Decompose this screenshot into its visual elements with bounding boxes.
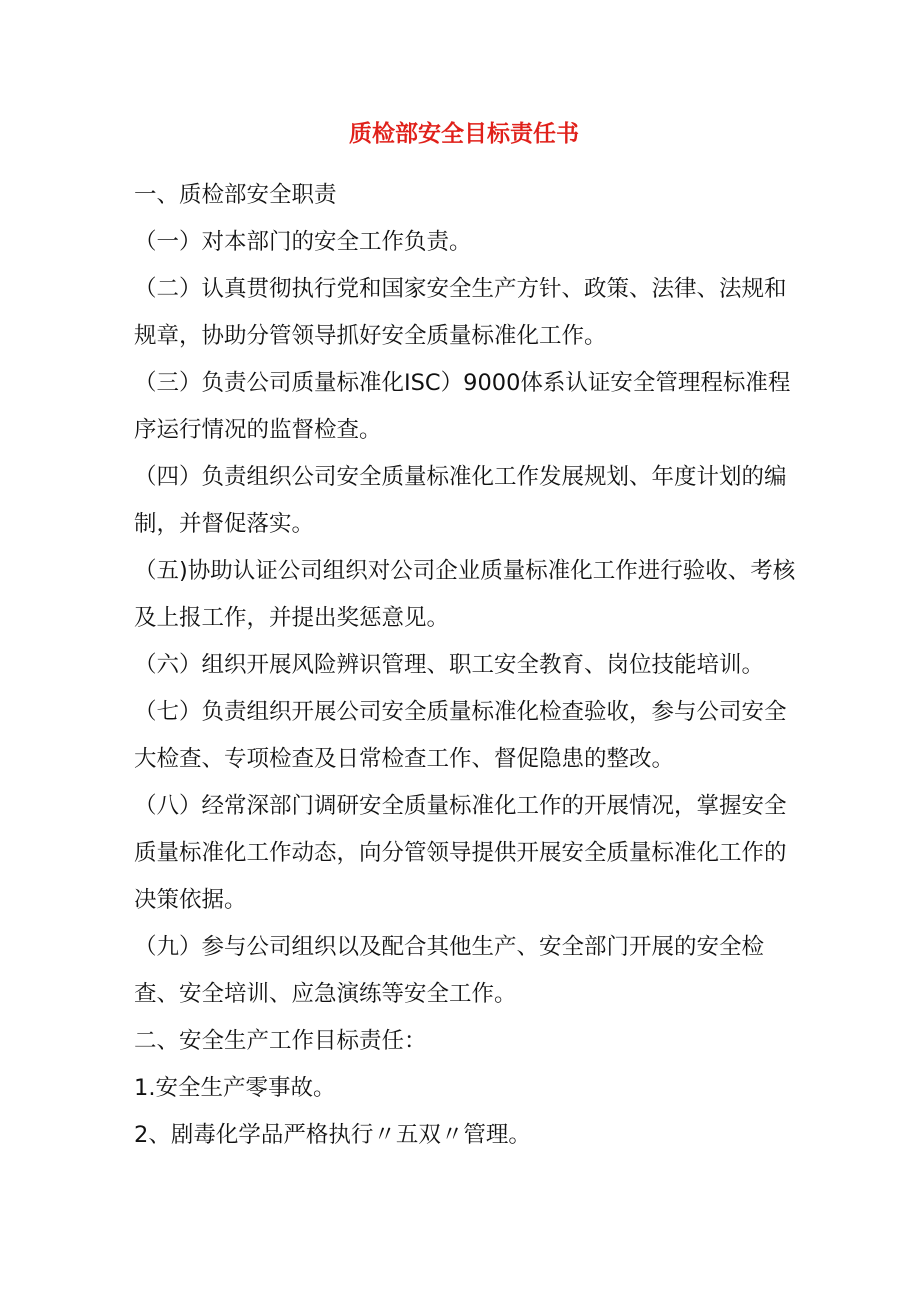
duty-item-1: （一）对本部门的安全工作负责。 xyxy=(134,229,472,255)
duty-item-8: （八）经常深部门调研安全质量标准化工作的开展情况，掌握安全质量标准化工作动态，向分管领导提供开展安全质量标准化工作的决策依据。 xyxy=(134,793,787,913)
duty-item-2: （二）认真贯彻执行党和国家安全生产方针、政策、法律、法规和规章，协助分管领导抓好安全质量标准化工作。 xyxy=(134,276,787,349)
duty-item-6: （六）组织开展风险辨识管理、职工安全教育、岗位技能培训。 xyxy=(134,652,765,678)
goal-item-2: 2、剧毒化学品严格执行〃五双〃管理。 xyxy=(134,1122,531,1148)
section-heading-2: 二、安全生产工作目标责任： xyxy=(134,1028,427,1054)
duty-item-3: （三）负责公司质量标准化ISC）9000体系认证安全管理程标准程序运行情况的监督检查。 xyxy=(134,370,791,443)
duty-item-7: （七）负责组织开展公司安全质量标准化检查验收，参与公司安全大检查、专项检查及日常检查工作、督促隐患的整改。 xyxy=(134,699,787,772)
duty-item-5: （五)协助认证公司组织对公司企业质量标准化工作进行验收、考核及上报工作，并提出奖惩意见。 xyxy=(134,558,796,631)
section-heading-1: 一、质检部安全职责 xyxy=(134,182,337,208)
goal-item-1: 1.安全生产零事故。 xyxy=(134,1075,336,1101)
document-title: 质检部安全目标责任书 xyxy=(349,121,579,147)
duty-item-4: （四）负责组织公司安全质量标准化工作发展规划、年度计划的编制，并督促落实。 xyxy=(134,464,787,537)
duty-item-9: （九）参与公司组织以及配合其他生产、安全部门开展的安全检查、安全培训、应急演练等安全工作。 xyxy=(134,934,765,1007)
